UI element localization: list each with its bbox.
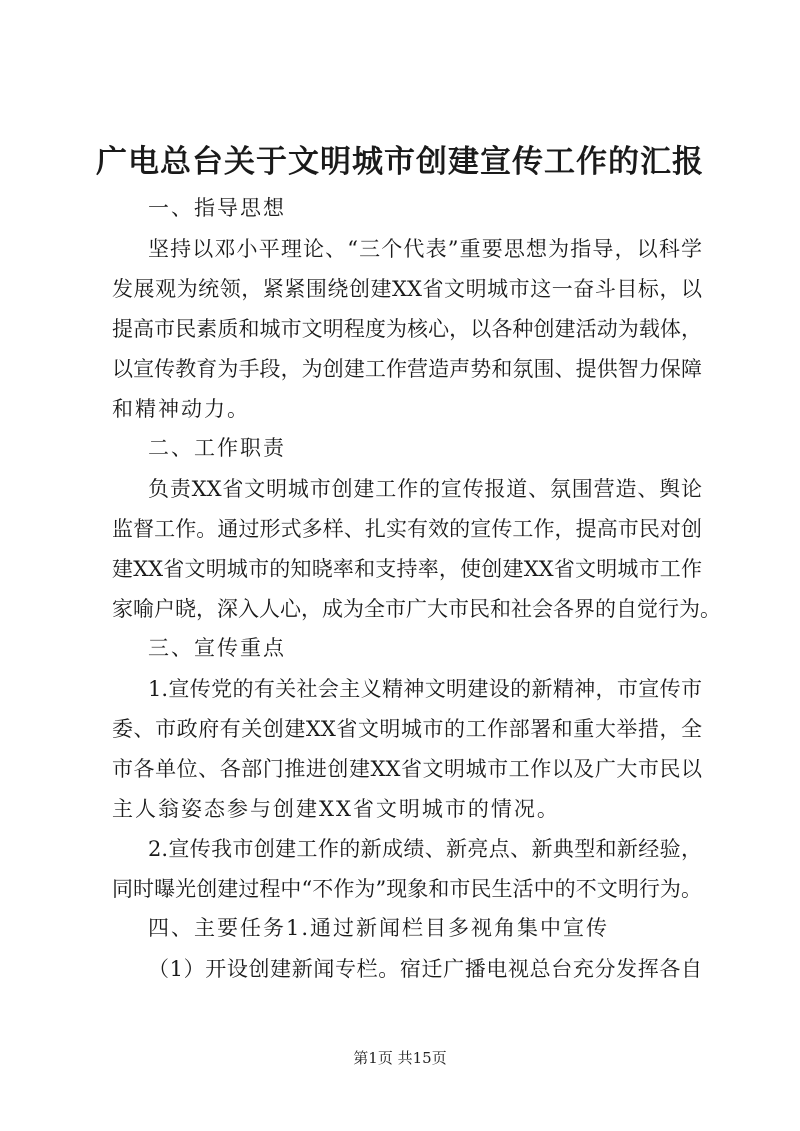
paragraph-line: 坚持以邓小平理论、“三个代表”重要思想为指导，以科学 xyxy=(148,237,702,261)
paragraph-line: 发展观为统领，紧紧围绕创建XX省文明城市这一奋斗目标，以 xyxy=(112,277,702,301)
heading-main-tasks: 四、主要任务1.通过新闻栏目多视角集中宣传 xyxy=(148,916,610,940)
document-title: 广电总台关于文明城市创建宣传工作的汇报 xyxy=(96,144,704,180)
paragraph-line: 提高市民素质和城市文明程度为核心，以各种创建活动为载体， xyxy=(112,317,702,341)
paragraph-line: 1.宣传党的有关社会主义精神文明建设的新精神，市宣传市 xyxy=(148,677,702,701)
paragraph-line: 委、市政府有关创建XX省文明城市的工作部署和重大举措，全 xyxy=(112,717,702,741)
paragraph-line: 建XX省文明城市的知晓率和支持率，使创建XX省文明城市工作 xyxy=(112,557,702,581)
paragraph-line: （1）开设创建新闻专栏。宿迁广播电视总台充分发挥各自 xyxy=(148,957,702,981)
paragraph-line: 和精神动力。 xyxy=(112,397,250,421)
paragraph-line: 同时曝光创建过程中“不作为”现象和市民生活中的不文明行为。 xyxy=(112,877,702,901)
paragraph-line: 市各单位、各部门推进创建XX省文明城市工作以及广大市民以 xyxy=(112,757,702,781)
heading-work-duties: 二、工作职责 xyxy=(148,436,286,460)
heading-guiding-ideology: 一、指导思想 xyxy=(148,196,286,220)
page-number: 第1页 共15页 xyxy=(353,1049,447,1067)
paragraph-line: 监督工作。通过形式多样、扎实有效的宣传工作，提高市民对创 xyxy=(112,517,702,541)
paragraph-line: 以宣传教育为手段，为创建工作营造声势和氛围、提供智力保障 xyxy=(112,357,702,381)
paragraph-line: 负责XX省文明城市创建工作的宣传报道、氛围营造、舆论 xyxy=(148,477,702,501)
paragraph-line: 2.宣传我市创建工作的新成绩、新亮点、新典型和新经验， xyxy=(148,837,702,861)
heading-publicity-focus: 三、宣传重点 xyxy=(148,636,286,660)
paragraph-line: 家喻户晓，深入人心，成为全市广大市民和社会各界的自觉行为。 xyxy=(112,597,721,621)
paragraph-line: 主人翁姿态参与创建XX省文明城市的情况。 xyxy=(112,797,560,821)
